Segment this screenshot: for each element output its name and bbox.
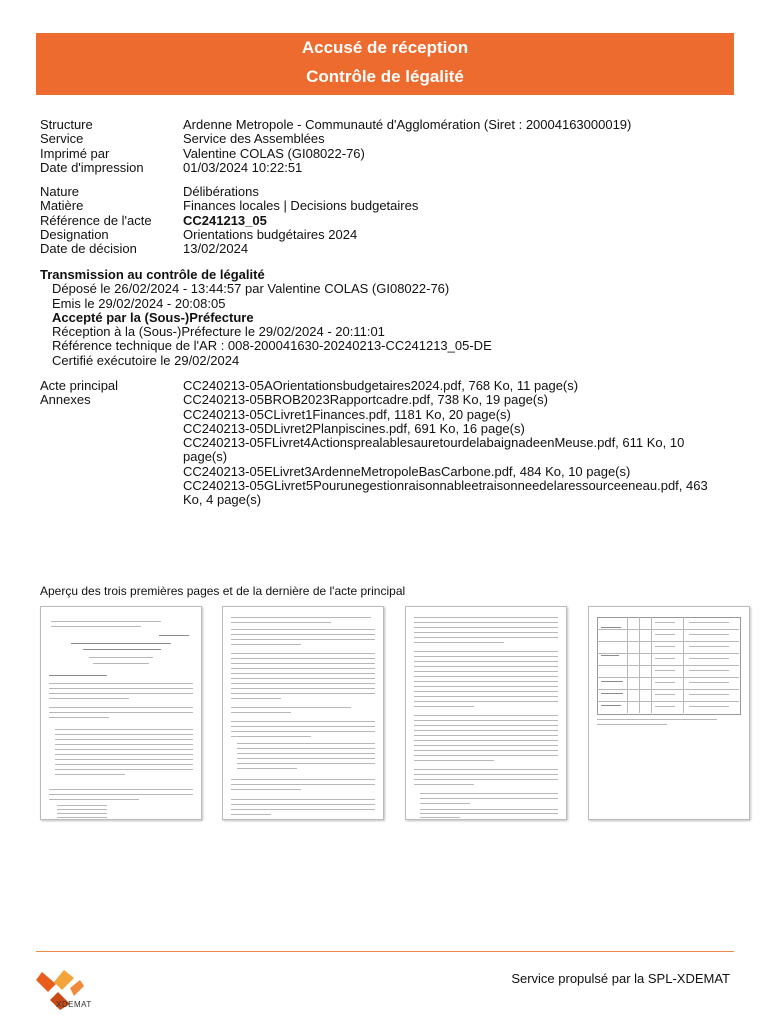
transmission-depose: Déposé le 26/02/2024 - 13:44:57 par Valentine COLAS (GI08022-76) [52, 281, 450, 297]
text-line [597, 677, 739, 678]
text-line [49, 675, 107, 676]
info-label: Structure [40, 117, 93, 132]
text-line [689, 670, 729, 671]
text-line [655, 646, 675, 647]
text-line [655, 682, 675, 683]
text-line [414, 666, 558, 667]
text-line [49, 789, 193, 790]
text-line [414, 617, 558, 618]
text-line [89, 657, 153, 658]
text-line [231, 726, 375, 727]
info-label: Service [40, 131, 84, 147]
acte-reference-value: CC241213_05 [183, 212, 267, 228]
text-line [601, 681, 623, 682]
text-line [55, 759, 193, 760]
text-line [93, 663, 149, 664]
info-section [40, 118, 728, 175]
text-line [689, 682, 729, 683]
info-value: 01/03/2024 10:22:51 [183, 159, 303, 175]
acte-label: Designation [40, 226, 109, 242]
text-line [49, 794, 193, 795]
text-line [231, 779, 375, 780]
text-line [231, 712, 291, 713]
text-line [231, 629, 375, 630]
text-line [597, 665, 739, 666]
text-line [71, 643, 171, 644]
page-subtitle: Contrôle de légalité [306, 67, 464, 86]
text-line [414, 622, 558, 623]
transmission-title: Transmission au contrôle de légalité [40, 267, 265, 282]
page-thumbnail-2[interactable] [222, 606, 384, 820]
text-line [414, 720, 558, 721]
text-line [51, 621, 161, 622]
text-line [414, 730, 558, 731]
text-line [414, 706, 474, 707]
acte-label: Référence de l'acte [40, 212, 152, 228]
text-line [237, 768, 297, 769]
text-line [414, 784, 474, 785]
text-line [231, 678, 375, 679]
text-line [597, 653, 739, 654]
footer-divider [36, 951, 734, 952]
page-thumbnail-last[interactable] [588, 606, 750, 820]
text-line [689, 658, 729, 659]
text-line [597, 724, 667, 725]
text-line [55, 769, 193, 770]
text-line [57, 817, 107, 818]
text-line [231, 622, 331, 623]
text-line [420, 793, 558, 794]
text-line [414, 774, 558, 775]
acte-row-date-decision [40, 242, 728, 256]
annex-file: CC240213-05ELivret3ArdenneMetropoleBasCarbone.pdf, 484 Ko, 10 page(s) [183, 463, 631, 479]
annex-file: CC240213-05CLivret1Finances.pdf, 1181 Ko, 20 page(s) [183, 406, 511, 422]
text-line [231, 707, 351, 708]
text-line [655, 706, 675, 707]
text-line [414, 627, 558, 628]
text-line [414, 656, 558, 657]
text-line [237, 748, 375, 749]
text-line [231, 698, 281, 699]
text-line [55, 754, 193, 755]
principal-file: CC240213-05AOrientationsbudgetaires2024.pdf, 768 Ko, 11 page(s) [183, 378, 579, 393]
text-line [420, 817, 460, 818]
text-line [414, 696, 558, 697]
transmission-section [40, 268, 730, 368]
text-line [655, 658, 675, 659]
text-line [57, 813, 107, 814]
text-line [231, 639, 375, 640]
annex-file: CC240213-05DLivret2Planpiscines.pdf, 691 Ko, 16 page(s) [183, 420, 525, 436]
text-line [231, 721, 375, 722]
text-line [231, 688, 375, 689]
info-value: Valentine COLAS (GI08022-76) [183, 145, 365, 161]
transmission-certifie: Certifié exécutoire le 29/02/2024 [52, 352, 240, 368]
text-line [55, 774, 125, 775]
text-line [414, 637, 558, 638]
text-line [237, 753, 375, 754]
files-section [40, 379, 728, 508]
text-line [49, 698, 129, 699]
text-line [414, 755, 558, 756]
text-line [49, 693, 193, 694]
text-line [414, 760, 494, 761]
text-line [237, 763, 375, 764]
text-line [231, 617, 371, 618]
text-line [420, 813, 558, 814]
text-line [231, 814, 271, 815]
transmission-reception: Réception à la (Sous-)Préfecture le 29/02/2024 - 20:11:01 [52, 324, 385, 340]
page-title: Accusé de réception [301, 38, 469, 57]
acte-label: Date de décision [40, 241, 137, 257]
text-line [231, 736, 311, 737]
text-line [237, 743, 375, 744]
text-line [55, 739, 193, 740]
text-line [689, 634, 729, 635]
acte-row-designation [40, 228, 728, 242]
text-line [49, 717, 109, 718]
text-line [414, 701, 558, 702]
acte-value: Finances locales | Decisions budgetaires [183, 198, 419, 214]
page-thumbnail-1[interactable] [40, 606, 202, 820]
acte-label: Nature [40, 184, 80, 199]
text-line [51, 626, 141, 627]
text-line [414, 671, 558, 672]
transmission-reference: Référence technique de l'AR : 008-200041630-20240213-CC241213_05-DE [52, 338, 492, 354]
text-line [689, 622, 729, 623]
text-line [57, 805, 107, 806]
text-line [414, 691, 558, 692]
text-line [414, 779, 558, 780]
text-line [55, 749, 193, 750]
text-line [231, 784, 375, 785]
text-line [231, 658, 375, 659]
acte-value: Orientations budgétaires 2024 [183, 226, 358, 242]
info-row-imprime [40, 147, 728, 161]
info-row-date [40, 161, 728, 175]
acte-row-nature [40, 185, 728, 199]
text-line [414, 725, 558, 726]
text-line [49, 707, 193, 708]
annexes-list [183, 393, 728, 507]
text-line [414, 740, 558, 741]
info-row-service [40, 132, 728, 146]
text-line [689, 646, 729, 647]
info-label: Date d'impression [40, 159, 144, 175]
text-line [655, 622, 675, 623]
text-line [231, 804, 375, 805]
acte-section [40, 185, 728, 256]
text-line [231, 683, 375, 684]
acte-row-reference [40, 214, 728, 228]
text-line [231, 799, 375, 800]
text-line [231, 634, 375, 635]
text-line [420, 809, 558, 810]
text-line [49, 688, 193, 689]
info-value: Ardenne Metropole - Communauté d'Agglomération (Siret : 20004163000019) [183, 117, 632, 132]
annex-file: CC240213-05BROB2023Rapportcadre.pdf, 738 Ko, 19 page(s) [183, 392, 548, 408]
annex-file: CC240213-05FLivret4ActionsprealablesauretourdelabaignadeenMeuse.pdf, 611 Ko, 10 page(s) [183, 435, 685, 465]
text-line [55, 729, 193, 730]
info-value: Service des Assemblées [183, 131, 325, 147]
text-line [414, 651, 558, 652]
info-label: Imprimé par [40, 145, 110, 161]
text-line [414, 661, 558, 662]
text-line [55, 764, 193, 765]
text-line [231, 644, 301, 645]
text-line [231, 653, 375, 654]
text-line [414, 750, 558, 751]
text-line [231, 693, 375, 694]
text-line [420, 803, 470, 804]
text-line [159, 635, 189, 636]
text-line [414, 745, 558, 746]
text-line [414, 715, 558, 716]
preview-title: Aperçu des trois premières pages et de la dernière de l'acte principal [40, 584, 406, 598]
xdemat-logo-text: XDEMAT [56, 1000, 92, 1009]
text-line [601, 627, 621, 628]
text-line [55, 734, 193, 735]
text-line [55, 744, 193, 745]
text-line [57, 809, 107, 810]
text-line [655, 694, 675, 695]
text-line [231, 668, 375, 669]
text-line [655, 634, 675, 635]
transmission-accepte: Accepté par la (Sous-)Préfecture [52, 309, 254, 325]
text-line [420, 798, 558, 799]
acte-row-matiere [40, 199, 728, 213]
text-line [601, 655, 619, 656]
text-line [414, 642, 504, 643]
text-line [231, 809, 375, 810]
text-line [601, 705, 621, 706]
text-line [49, 683, 193, 684]
text-line [231, 731, 375, 732]
text-line [597, 629, 739, 630]
text-line [231, 663, 375, 664]
text-line [655, 670, 675, 671]
text-line [597, 641, 739, 642]
text-line [414, 681, 558, 682]
text-line [414, 735, 558, 736]
text-line [597, 719, 717, 720]
acte-value: Délibérations [183, 184, 259, 199]
info-row-structure [40, 118, 728, 132]
text-line [83, 649, 161, 650]
text-line [689, 694, 729, 695]
acte-label: Matière [40, 198, 84, 214]
text-line [414, 676, 558, 677]
text-line [49, 712, 193, 713]
page-thumbnail-3[interactable] [405, 606, 567, 820]
text-line [231, 789, 301, 790]
text-line [414, 769, 558, 770]
principal-row [40, 379, 728, 393]
annexes-row [40, 393, 728, 507]
text-line [414, 686, 558, 687]
footer-text: Service propulsé par la SPL-XDEMAT [511, 971, 730, 986]
text-line [231, 673, 375, 674]
text-line [597, 701, 739, 702]
header-banner [36, 33, 734, 95]
text-line [414, 632, 558, 633]
text-line [49, 799, 139, 800]
text-line [601, 693, 623, 694]
annex-file: CC240213-05GLivret5Pourunegestionraisonnableetraisonneedelaressourceeneau.pdf, 463 Ko, 4 page(s) [183, 478, 708, 508]
text-line [597, 689, 739, 690]
text-line [237, 758, 375, 759]
transmission-emis: Emis le 29/02/2024 - 20:08:05 [52, 295, 226, 311]
annexes-label: Annexes [40, 392, 91, 408]
acte-value: 13/02/2024 [183, 241, 249, 257]
principal-label: Acte principal [40, 378, 119, 393]
text-line [689, 706, 729, 707]
